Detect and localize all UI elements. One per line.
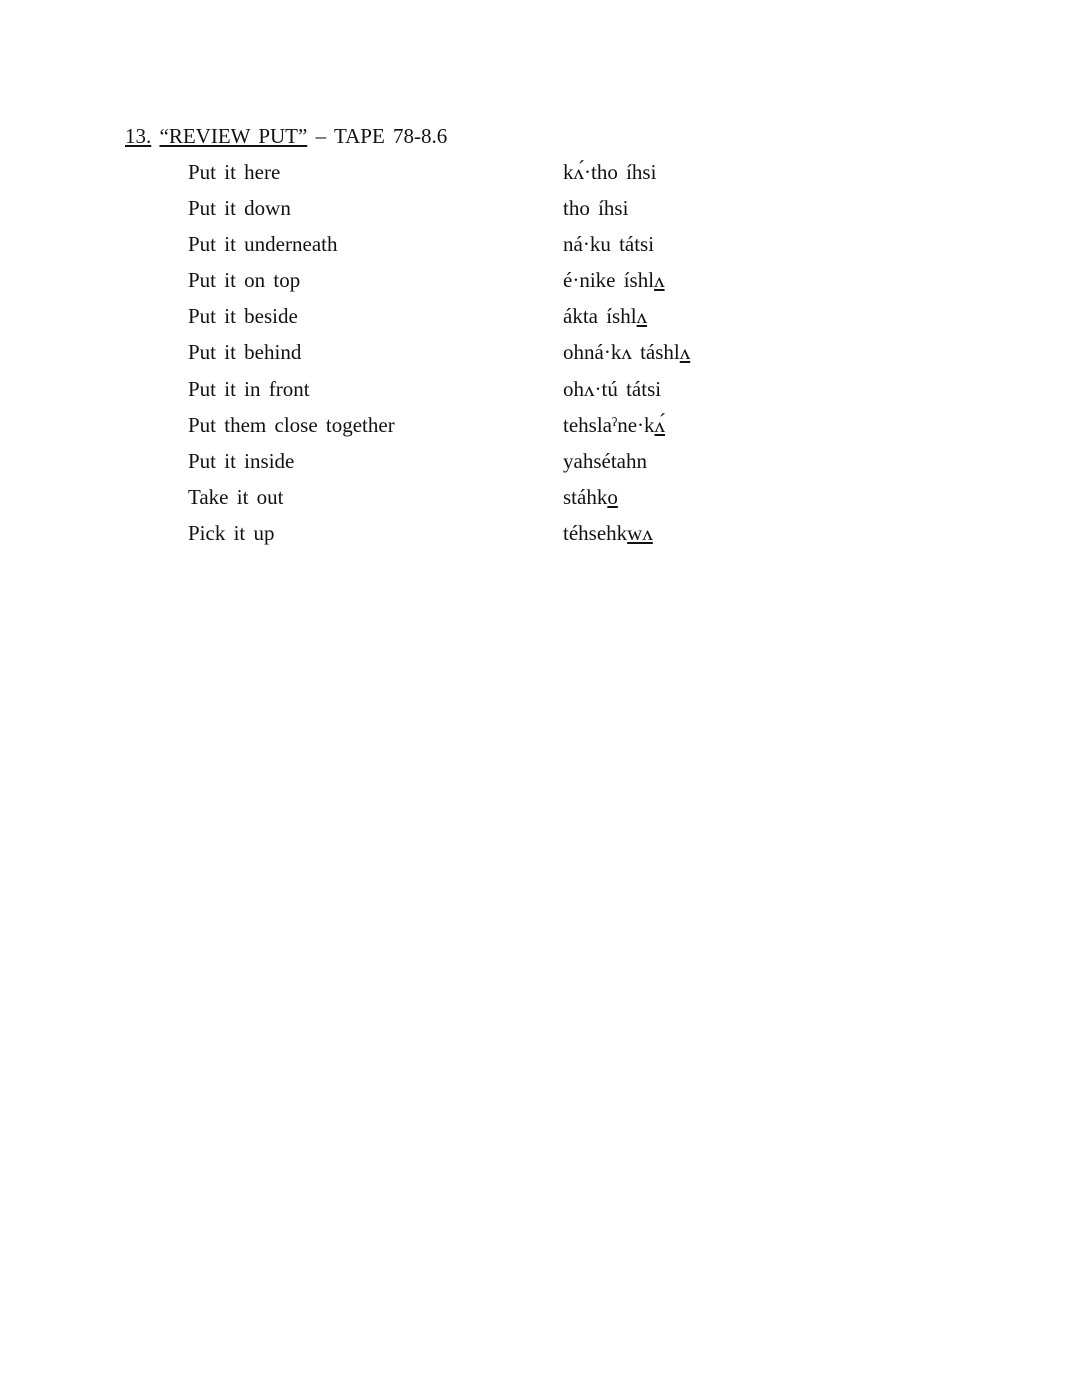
english-phrase: Pick it up (188, 520, 275, 545)
vocabulary-row (188, 340, 888, 376)
vocabulary-list (188, 160, 888, 557)
english-phrase: Put it here (188, 160, 281, 184)
english-phrase: Put it down (188, 196, 291, 221)
translation-segment: kʌ́·tho íhsi (563, 160, 657, 184)
vocabulary-row (188, 521, 888, 557)
tape-reference: TAPE 78-8.6 (333, 124, 448, 148)
translation-segment: tehslaˀne·k (563, 412, 655, 437)
vocabulary-row (188, 268, 888, 304)
section-title: “REVIEW PUT” (159, 124, 308, 148)
translation-segment: yahsétahn (563, 448, 647, 473)
vocabulary-row (188, 377, 888, 413)
translation-phrase (563, 160, 656, 185)
vocabulary-row (188, 413, 888, 449)
translation-segment: é·nike íshl (563, 268, 655, 293)
translation-phrase (563, 304, 647, 329)
translation-underlined-segment: ʌ́ (654, 412, 666, 437)
english-phrase: Put it on top (188, 268, 301, 293)
heading-separator: – (315, 124, 327, 148)
english-phrase: Put it beside (188, 304, 298, 329)
vocabulary-row (188, 232, 888, 268)
translation-segment: téhsehk (563, 520, 628, 545)
translation-segment: ohná·kʌ táshl (563, 340, 680, 365)
translation-segment: ná·ku tátsi (563, 232, 655, 257)
english-phrase: Put it inside (188, 448, 295, 473)
english-phrase: Put it in front (188, 376, 310, 401)
vocabulary-row (188, 485, 888, 521)
translation-underlined-segment: wʌ (627, 520, 653, 545)
section-number: 13. (125, 124, 152, 148)
vocabulary-row (188, 196, 888, 232)
translation-segment: stáhk (563, 484, 608, 509)
section-heading (125, 124, 447, 149)
vocabulary-row (188, 160, 888, 196)
translation-segment: tho íhsi (563, 196, 629, 221)
vocabulary-row (188, 304, 888, 340)
translation-segment: ohʌ·tú tátsi (563, 376, 662, 401)
translation-phrase (563, 232, 654, 257)
translation-underlined-segment: ʌ (636, 304, 648, 329)
translation-phrase (563, 413, 665, 438)
translation-underlined-segment: o (607, 484, 618, 509)
translation-underlined-segment: ʌ (679, 340, 691, 365)
translation-phrase (563, 521, 653, 546)
translation-phrase (563, 377, 661, 402)
english-phrase: Take it out (188, 484, 284, 509)
translation-phrase (563, 196, 628, 221)
translation-phrase (563, 340, 690, 365)
translation-phrase (563, 268, 665, 293)
translation-underlined-segment: ʌ (654, 268, 665, 293)
english-phrase: Put them close together (188, 412, 395, 437)
translation-segment: ákta íshl (563, 304, 637, 329)
translation-phrase (563, 485, 618, 510)
vocabulary-row (188, 449, 888, 485)
english-phrase: Put it behind (188, 340, 302, 365)
english-phrase: Put it underneath (188, 232, 338, 257)
translation-phrase (563, 449, 647, 474)
